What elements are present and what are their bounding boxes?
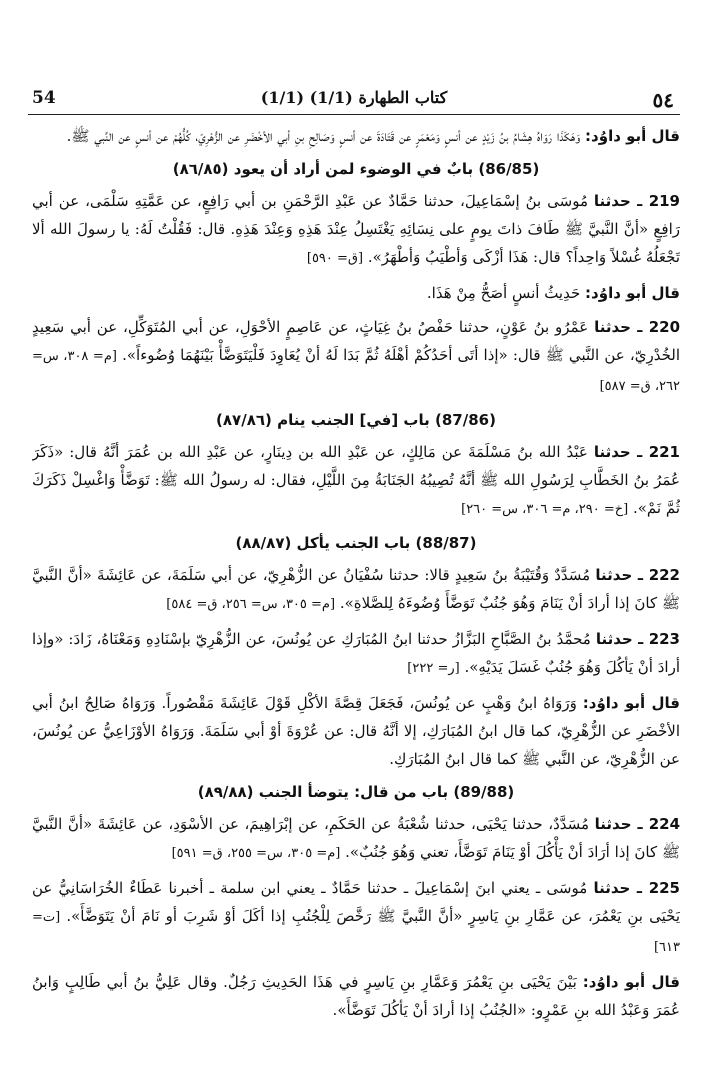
hadith-paragraph	[32, 810, 680, 868]
paragraph-label: 225 ـ حدثنا	[593, 879, 680, 897]
paragraph-text: بَيْنَ يَحْيَى بنِ يَعْمُرَ وَعَمَّارِ بنِ يَاسِرٍ في هَذَا الحَدِيثِ رَجُلٌ. وقال عَلِيُّ بنُ أبي طَالِبٍ وَابنُ عُمَرَ وَعَبْدُ الله بنِ عَمْرٍو: «الجُنُبُ إذا أرادَ أنْ يَأكُلَ تَوَضَّأَ».	[32, 973, 680, 1019]
hadith-paragraph	[32, 625, 680, 683]
page-body	[32, 122, 680, 1069]
chapter-heading: (88/87) باب الجنب يأكل (٨٨/٨٧)	[235, 534, 477, 552]
paragraph-label: قال أبو داوُد:	[585, 284, 680, 302]
paragraph-text: مُحمَّدُ بنُ الصَّبَّاحِ البَزَّازُ حدثنا ابنُ المُبَارَكِ عن يُونُسَ، عن الزُّهْرِيّ بإسْنَادِهِ وَمَعْنَاهُ، زَادَ: «وإذا أرادَ أنْ يَأكُلَ وَهُوَ جُنُبٌ غَسَلَ يَدَيْهِ».	[32, 630, 680, 676]
paragraph-text: وَرَوَاهُ ابنُ وَهْبٍ عن يُونُسَ، فَجَعَلَ قِصَّةَ الأكْلِ قَوْلَ عَائِشَةَ مَقْصُوراً. وَرَوَاهُ صَالِحُ ابنُ أبي الأخْضَرِ عن الزُّهْرِيّ، كما قال ابنُ المُبَارَكِ، إلا أنَّهُ قال: عن عُرْوَةَ أوْ أبي سَلَمَةَ. وَرَوَاهُ الأوْزَاعِيُّ عن يُونُسَ، عن الزُّهْرِيّ، عن النَّبي ﷺ كما قال ابنُ المُبَارَكِ.	[32, 694, 680, 768]
hadith-paragraph	[32, 187, 680, 273]
paragraph-text: عَبْدُ الله بنُ مَسْلَمَةَ عن مَالِكٍ، عن عَبْدِ الله بن دِينَارٍ، عن عَبْدِ الله بن عُمَرَ أنَّهُ قال: «ذَكَرَ عُمَرُ بنُ الخَطَّابِ لِرَسُولِ الله ﷺ أنَّهُ تُصِيبُهُ الجَنَابَةُ مِنَ اللَّيْلِ، فقال: له رسولُ الله ﷺ: تَوَضَّأْ وَاغْسِلْ ذَكَرَكَ ثُمَّ نَمْ».	[32, 443, 680, 517]
paragraph-label: 219 ـ حدثنا	[593, 192, 680, 210]
paragraph-label: قال أبو داوُد:	[585, 127, 680, 145]
paragraph-text: حَدِيثُ أنسٍ أصَحُّ مِنْ هَذَا.	[426, 284, 581, 302]
running-title: (1/1) كتاب الطهارة (1/1)	[260, 88, 448, 107]
paragraph-label: 224 ـ حدثنا	[594, 815, 680, 833]
paragraph-label: 222 ـ حدثنا	[595, 566, 680, 584]
chapter-heading: (86/85) بابٌ في الوضوء لمن أراد أن يعود (٨٦/٨٥)	[172, 160, 540, 178]
page-number-latin: 54	[32, 88, 56, 108]
hadith-paragraph	[32, 689, 680, 773]
page-number-arabic: ٥٤	[652, 88, 674, 112]
paragraph-text: مُوسَى ـ يعني ابنَ إسْمَاعِيلَ ـ حدثنا حَمَّادٌ ـ يعني ابن سلمة ـ أخبرنا عَطَاءٌ الخُرَاسَانِيُّ عن يَحْيَى بنِ يَعْمُرَ، عن عَمَّارِ بنِ يَاسِرٍ «أنَّ النَّبيَّ ﷺ رَخَّصَ لِلْجُنُبِ إذا أكَلَ أوْ شَرِبَ أو نَامَ أنْ يَتَوَضَّأَ».	[32, 879, 680, 925]
page-header	[28, 86, 680, 115]
cross-reference: [م= ٣٠٥، س= ٢٥٥، ق= ٥٩١]	[171, 846, 341, 861]
paragraph-label: 221 ـ حدثنا	[593, 443, 680, 461]
paragraph-text: مُوسَى بنُ إسْمَاعِيلَ، حدثنا حَمَّادٌ عن عَبْدِ الرَّحْمَنِ بن أبي رَافِعٍ، عن عَمَّتِهِ سَلْمَى، عن أبي رَافِعٍ «أنَّ النَّبيَّ ﷺ طَافَ ذاتَ يومٍ على نِسَائِهِ يَغْتَسِلُ عِنْدَ هَذِهِ وَعِنْدَ هَذِهِ. قال: فَقُلْتُ لَهُ: يا رسولَ الله ألا تَجْعَلُهُ غُسْلاً وَاحِداً؟ قال: هَذَا أزْكَى وَأطْيَبُ وَأطْهَرُ».	[32, 192, 680, 266]
paragraph-text: مُسَدَّدٌ، حدثنا يَحْيَى، حدثنا شُعْبَةُ عن الحَكَمِ، عن إبْرَاهِيمَ، عن الأسْوَدِ، عن عَائِشَةَ «أنَّ النَّبيَّ ﷺ كانَ إذا أرَادَ أنْ يَأْكُلَ أوْ يَنَامَ تَوَضَّأَ، تعني وَهُوَ جُنُبٌ».	[32, 815, 680, 861]
paragraph-text: عَمْرُو بنُ عَوْنٍ، حدثنا حَفْصُ بنُ غِيَاثٍ، عن عَاصِمٍ الأحْوَلِ، عن أبي المُتَوَكِّلِ، عن أبي سَعِيدٍ الخُدْرِيّ، عن النَّبي ﷺ قال: «إذا أتَى أحَدُكُمْ أهْلَهُ ثُمَّ بَدَا لَهُ أنْ يُعَاوِدَ فَلْيَتَوَضَّأْ بَيْنَهُمَا وُضُوءاً».	[32, 318, 680, 364]
hadith-paragraph	[32, 313, 680, 401]
hadith-paragraph	[32, 122, 680, 150]
hadith-paragraph	[32, 279, 680, 307]
paragraph-label: قال أبو داوُد:	[582, 973, 680, 991]
hadith-paragraph	[32, 968, 680, 1024]
hadith-paragraph	[32, 438, 680, 524]
paragraph-label: 223 ـ حدثنا	[595, 630, 680, 648]
cross-reference: [ت= ٦١٣]	[32, 910, 680, 955]
cross-reference: [م= ٣٠٨، س= ٢٦٢، ق= ٥٨٧]	[32, 349, 680, 394]
cross-reference: [خ= ٢٩٠، م= ٣٠٦، س= ٢٦٠]	[461, 502, 629, 517]
paragraph-text: وَهَكَذَا رَوَاهُ هِشَامُ بنُ زَيْدٍ عن أنسٍ وَمَعْمَرٍ عن قَتَادَةَ عن أنسٍ وَصَالِحِ بنِ أبي الأخْضَرِ عن الزُّهْرِيّ، كُلُّهُمْ عن أنسٍ عن النَّبي ﷺ.	[66, 127, 581, 145]
paragraph-label: قال أبو داوُد:	[582, 694, 680, 712]
hadith-paragraph	[32, 561, 680, 619]
chapter-heading: (89/88) باب من قال: يتوضأ الجنب (٨٩/٨٨)	[197, 783, 515, 801]
hadith-paragraph	[32, 874, 680, 962]
paragraph-label: 220 ـ حدثنا	[594, 318, 680, 336]
paragraph-text: مُسَدَّدٌ وَقُتَيْبَةُ بنُ سَعِيدٍ قالا: حدثنا سُفْيَانُ عن الزُّهْرِيّ، عن أبي سَلَمَةَ، عن عَائِشَةَ «أنَّ النَّبيَّ ﷺ كانَ إذا أرادَ أنْ يَنَامَ وَهُوَ جُنُبٌ تَوَضَّأَ وُضُوءَهُ لِلصَّلاةِ».	[32, 566, 680, 612]
cross-reference: [م= ٣٠٥، س= ٢٥٦، ق= ٥٨٤]	[166, 597, 336, 612]
cross-reference: [ق= ٥٩٠]	[306, 251, 364, 266]
cross-reference: [ر= ٢٢٢]	[407, 661, 460, 676]
chapter-heading: (87/86) باب [في] الجنب ينام (٨٧/٨٦)	[216, 411, 496, 429]
